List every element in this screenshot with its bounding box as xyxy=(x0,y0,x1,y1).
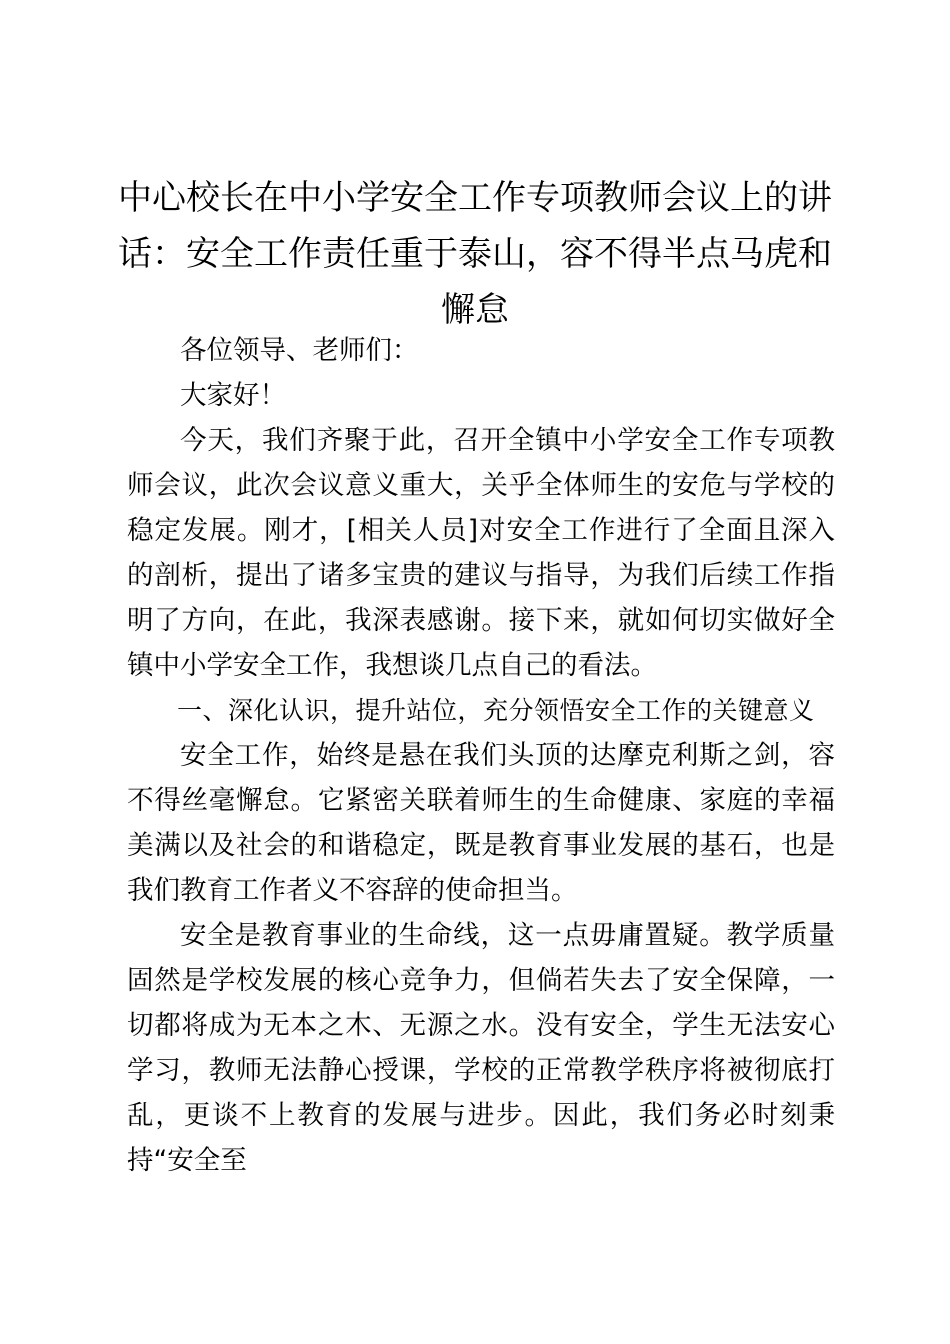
greeting: 大家好！ xyxy=(180,380,286,411)
section-heading: 一、深化认识，提升站位，充分领悟安全工作的关键意义 xyxy=(177,696,815,725)
intro-paragraph: 今天，我们齐聚于此，召开全镇中小学安全工作专项教师会议，此次会议意义重大，关乎全体师生的安危与学校的稳定发展。刚才，[相关人员]对安全工作进行了全面且深入的剖析，提出了诸多宝贵的建议与指导，为我们后续工作指明了方向，在此，我深表感谢。接下来，就如何切实做好全镇中小学安全工作，我想谈几点自己的看法。 xyxy=(127,425,835,681)
document-title: 中心校长在中小学安全工作专项教师会议上的讲话：安全工作责任重于泰山，容不得半点马虎和懈怠 xyxy=(118,178,832,330)
document-body xyxy=(127,328,835,1183)
section-paragraph-1: 安全工作，始终是悬在我们头顶的达摩克利斯之剑，容不得丝毫懈怠。它紧密关联着师生的生命健康、家庭的幸福美满以及社会的和谐稳定，既是教育事业发展的基石，也是我们教育工作者义不容辞的使命担当。 xyxy=(127,740,835,906)
salutation: 各位领导、老师们： xyxy=(180,335,419,366)
section-paragraph-2: 安全是教育事业的生命线，这一点毋庸置疑。教学质量固然是学校发展的核心竞争力，但倘若失去了安全保障，一切都将成为无本之木、无源之水。没有安全，学生无法安心学习，教师无法静心授课，学校的正常教学秩序将被彻底打乱，更谈不上教育的发展与进步。因此，我们务必时刻秉持“安全至 xyxy=(127,920,835,1176)
